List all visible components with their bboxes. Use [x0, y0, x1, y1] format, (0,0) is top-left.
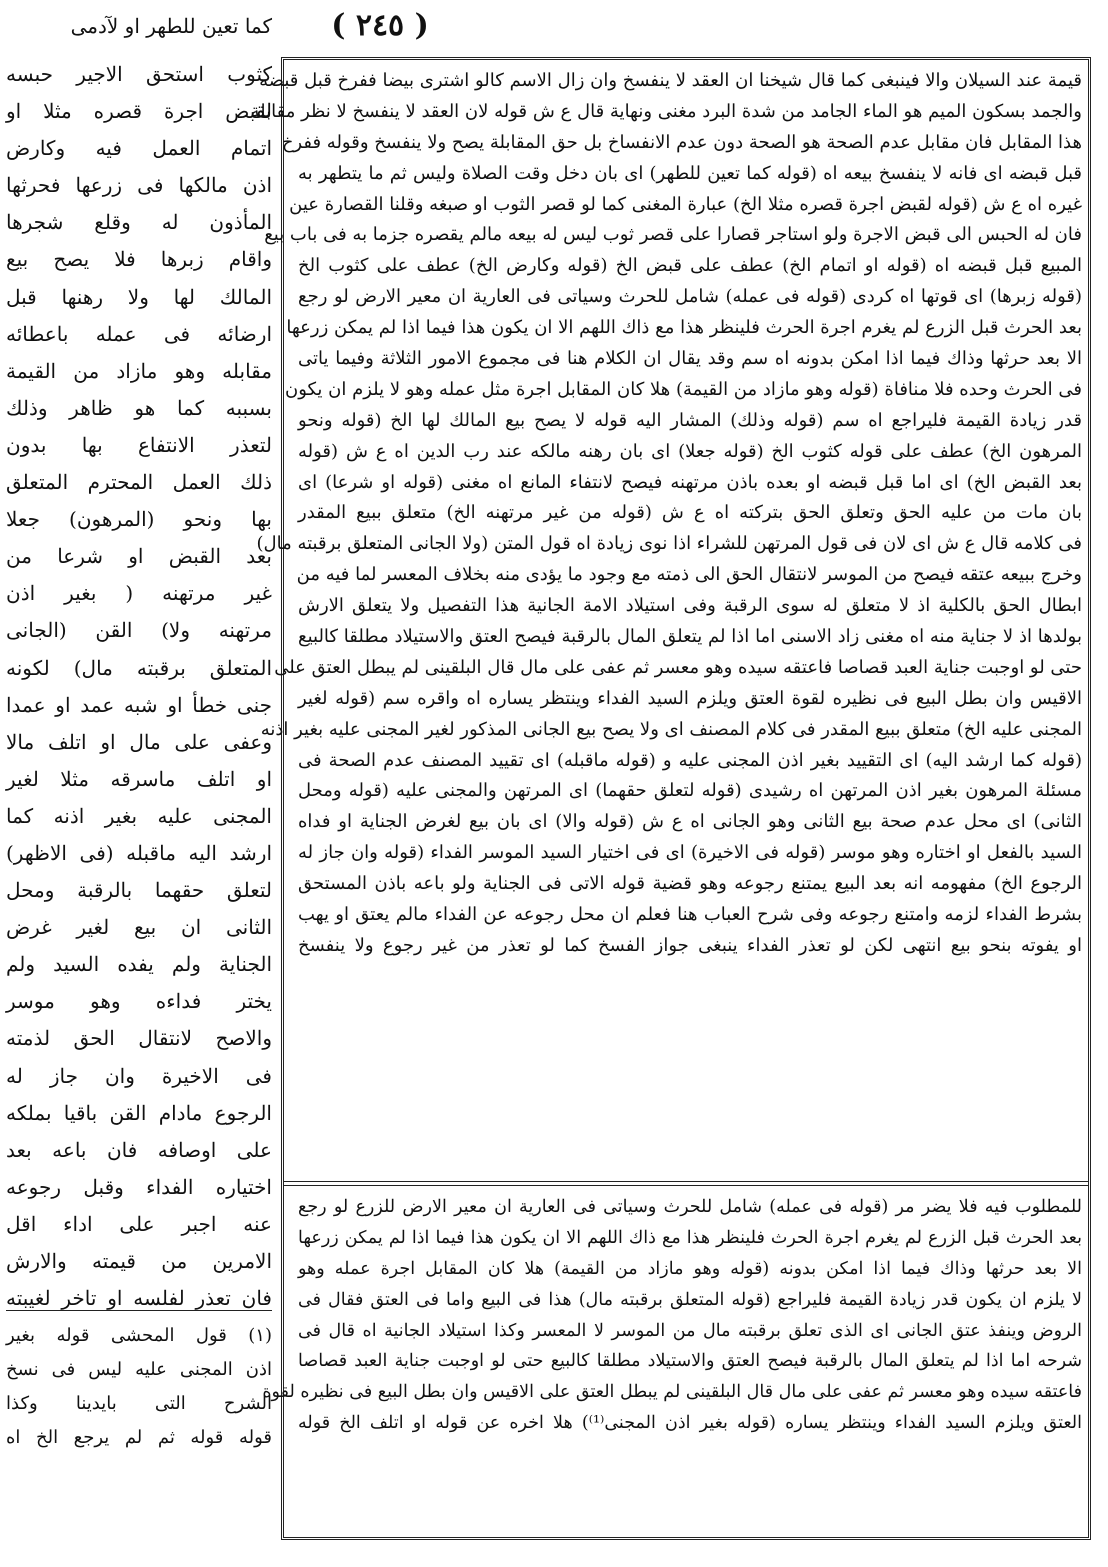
footnote-line: الا بعد حرثها وذاك فيما اذا امكن بدونه (قوله وهو مازاد من القيمة) هلا كان المقابل اجرة عمله وهو: [298, 1258, 1082, 1279]
matn-line: مقابله وهو مازاد من القيمة: [6, 358, 272, 383]
matn-line: لتعذر الانتفاع بها بدون: [6, 432, 272, 457]
footnote-line: شرحه اما اذا لم يتعلق المال بالرقبة فيصح العتق والاستيلاد مطلقا كالبيع حتى لو اوجبت جناية العبد قصاصا: [298, 1351, 1082, 1372]
footnote-divider: [283, 1181, 1089, 1186]
matn-line: اتمام العمل فيه وكارض: [6, 136, 272, 161]
matn-line: فان تعذر لفلسه او تاخر لغيبته: [6, 1286, 272, 1311]
matn-line: المالك لها ولا رهنها قبل: [6, 284, 272, 309]
commentary-line: فان له الحبس الى قبض الاجرة ولو استاجر قصارا على قصر ثوب ليس له بيعه مالم يقصره جزما به فى باب بيع: [264, 224, 1082, 246]
commentary-line: بعد الحرث قبل الزرع لم يغرم اجرة الحرث فلينظر هذا مع ذاك اللهم الا ان يكون هذا فيما اذا لم يمكن زرعها: [286, 317, 1082, 339]
commentary-line: قبل قبضه اى فانه لا ينفسخ بيعه اه (قوله كما تعين للطهر) اى بان دخل وقت الصلاة وليس ثم ما يتطهر به: [298, 162, 1082, 184]
commentary-line: او يفوته بنحو بيع انتهى لكن لو تعذر الفداء ينبغى جواز الفسخ كما لو تعذر من غير رجوع ولا ينفسخ: [298, 934, 1082, 956]
matn-line: فى الاخيرة وان جاز له: [6, 1063, 272, 1088]
commentary-line: حتى لو اوجبت جناية العبد قصاصا فاعتقه سيده وهو معسر ثم عفى على مال قال البلقينى لم يبطل العتق على: [274, 656, 1082, 678]
side-footnote: [6, 1310, 272, 1499]
matn-line: والاصح لانتقال الحق لذمته: [6, 1026, 272, 1051]
matn-line: لتعلق حقهما بالرقبة ومحل: [6, 878, 272, 903]
matn-line: المأذون له وقلع شجرها: [6, 210, 272, 235]
footnote-line: للمطلوب فيه فلا يضر مر (قوله فى عمله) شامل للحرث وسياتى فى العارية ان معير الارض للزرع لو رجع: [298, 1197, 1082, 1217]
commentary-line: بعد القبض الخ) اى اما قبل قبضه او بعده باذن مرتهنه فيصح لانتفاء المانع اه مغنى (قوله او شرعا) اى: [298, 471, 1082, 493]
commentary-line: بان مات من عليه الحق وتعلق الحق بتركته اه ع ش (قوله من غير مرتهنه الخ) متعلق ببيع المقدر: [298, 502, 1082, 524]
footnote-line: الروض وينفذ عتق الجانى اى الذى تعلق برقبته مال من الموسر لا المعسر وكذا استيلاد الجانية اه قال فى: [298, 1320, 1082, 1341]
matn-line: الامرين من قيمته والارش: [6, 1249, 272, 1273]
side-footnote-line: اذن المجنى عليه ليس فى نسخ: [6, 1359, 272, 1380]
matn-line: جنى خطأ او شبه عمد او عمدا: [6, 692, 272, 717]
commentary-line: قيمة عند السيلان والا فينبغى كما قال شيخنا ان العقد لا ينفسخ وان زال الاسم كالو اشترى بيضا ففرخ قبل قبضه: [259, 70, 1082, 91]
matn-line: على اوصافه فان باعه بعد: [6, 1137, 272, 1162]
matn-line: يختر فداءه وهو موسر: [6, 989, 272, 1014]
footnote-line: لا يلزم ان يكون قدر زيادة القيمة فليراجع (قوله المتعلق برقبته مال) هذا فى البيع واما فى العتق فقال فى: [298, 1289, 1082, 1310]
matn-line: اختياره الفداء وقبل رجوعه: [6, 1174, 272, 1199]
side-footnote-line: (١) قول المحشى قوله بغير: [6, 1325, 272, 1346]
footnote-line: العتق ويلزم السيد الفداء وينتظر يساره (قوله بغير اذن المجنى⁽¹⁾) هلا اخره عن قوله او اتلف الخ قوله: [298, 1413, 1082, 1434]
commentary-line: فى الحرث وحده فلا منافاة (قوله وهو مازاد من القيمة) هلا كان المقابل اجرة مثل عمله وهو لا يلزم ان يكون: [284, 378, 1082, 400]
side-footnote-line: قوله قوله ثم لم يرجع الخ اه: [6, 1427, 272, 1448]
matn-line: ذلك العمل المحترم المتعلق: [6, 470, 272, 495]
commentary-line: والجمد بسكون الميم هو الماء الجامد من شدة البرد مغنى ونهاية قال ع ش قوله لان العقد لا ينفسخ لا نظر مقابلة: [250, 100, 1082, 122]
matn-line: الرجوع مادام القن باقيا بملكه: [6, 1100, 272, 1125]
commentary-line: قدر زيادة القيمة فليراجع اه سم (قوله وذلك) المشار اليه قوله لا يصح بيع المالك لها الخ (قوله ونحو: [298, 409, 1082, 431]
matn-line: المجنى عليه بغير اذنه كما: [6, 803, 272, 828]
matn-line: الجناية ولم يفده السيد ولم: [6, 952, 272, 977]
commentary-line: هذا المقابل فان مقابل عدم الصحة هو الصحة دون عدم الانفساخ بل حق المقابلة يصح ولا ينفسخ وقوله ففرخ: [281, 131, 1082, 153]
commentary-line: الثانى) اى محل عدم صحة بيع الثانى وهو الجانى اه ع ش (قوله والا) اى بان بيع لغرض الجناية او فداه: [298, 811, 1082, 833]
matn-line: كثوب استحق الاجير حبسه: [6, 62, 272, 86]
footnote-line: بعد الحرث قبل الزرع لم يغرم اجرة الحرث فلينظر هذا مع ذاك اللهم الا ان يكون هذا فيما اذا لم يمكن زرعها: [298, 1227, 1082, 1248]
commentary-line: الرجوع الخ) مفهومه انه بعد البيع يمتنع رجوعه وهو قضية قوله الاتى فى الجناية ولو باعه باذن المستحق: [298, 873, 1082, 895]
commentary-line: المجنى عليه الخ) متعلق ببيع المقدر فى كلام المصنف اى ولا يصح بيع الجانى المذكور لغير المجنى عليه بغير اذنه: [260, 718, 1082, 740]
commentary-text: [250, 66, 1082, 1178]
matn-line: واقام زبرها فلا يصح بيع: [6, 247, 272, 272]
commentary-line: الاقيس وان بطل البيع فى نظيره لقوة العتق ويلزم السيد الفداء وينتظر يساره اه واقره سم (قوله لغير: [298, 687, 1082, 709]
commentary-line: مسئلة المرهون بغير اذن المرتهن اه رشيدى (قوله لتعلق حقهما) اى المرتهن والمجنى عليه (قوله ومحل: [298, 780, 1082, 802]
commentary-line: (قوله زبرها) اى قوتها اه كردى (قوله فى عمله) شامل للحرث وسياتى فى العارية ان معير الارض لو رجع: [298, 286, 1082, 308]
commentary-line: المرهون الخ) عطف على قوله كثوب الخ (قوله جعلا) اى بان رهنه مالكه عند رب الدين اه ع ش (قوله: [298, 440, 1082, 462]
matn-line: المتعلق برقبته مال) لكونه: [6, 655, 272, 680]
commentary-line: الا بعد حرثها وذاك فيما اذا امكن بدونه اه سم وقد يقال ان الكلام هنا فى مجموع الامور الثلاثة وفيما ياتى: [298, 348, 1082, 370]
matn-line: او اتلف ماسرقه مثلا لغير: [6, 766, 272, 791]
commentary-line: فى كلامه قال ع ش اى لان فى قول المرتهن للشراء اذا نوى زيادة اه قول المتن (ولا الجانى المتعلق برقبته مال): [256, 533, 1082, 555]
footnote-block: [262, 1192, 1082, 1532]
matn-line: اذن مالكها فى زرعها فحرثها: [6, 173, 272, 198]
matn-line: ارضائه فى عمله باعطائه: [6, 321, 272, 346]
commentary-line: ابطال الحق بالكلية اذ لا متعلق له سوى الرقبة وفى استيلاد الامة الجانية هذا التفصيل ولا يتعلق الارش: [298, 595, 1082, 617]
commentary-line: غيره اه ع ش (قوله لقبض اجرة قصره مثلا الخ) عبارة المغنى كما لو قصر الثوب او صبغه وقلنا القصارة عين: [289, 193, 1082, 215]
matn-line: بها ونحو (المرهون) جعلا: [6, 507, 272, 532]
footnote-line: فاعتقه سيده وهو معسر ثم عفى على مال قال البلقينى لم يبطل العتق على الاقيس وان بطل البيع فى نظيره لقوة: [262, 1382, 1082, 1403]
matn-line: الثانى ان بيع لغير غرض: [6, 915, 272, 940]
matn-line: غير مرتهنه ( بغير اذن: [6, 581, 272, 606]
side-footnote-line: الشرح التى بايدينا وكذا: [6, 1393, 272, 1414]
commentary-line: المبيع قبل قبضه اه (قوله او اتمام الخ) عطف على قبض الخ (قوله وكارض الخ) عطف على كثوب الخ: [298, 255, 1082, 277]
commentary-line: بولدها اذ لا جناية منه اه مغنى زاد الاسنى اما اذا لم يتعلق المال بالرقبة فيصح العتق والاستيلاد مطلقا كالبيع: [298, 626, 1082, 648]
matn-line: عنه اجبر على اداء اقل: [6, 1211, 272, 1236]
matn-line: وعفى على مال او اتلف مالا: [6, 729, 272, 754]
commentary-line: بشرط الفداء لزمه وامتنع رجوعه وفى شرح العباب هنا فعلم ان محل رجوعه عن الفداء مالم يعتق او يهب: [298, 904, 1082, 926]
matn-line: بسببه كما هو ظاهر وذلك: [6, 395, 272, 420]
matn-top-line: كما تعين للطهر او لآدمى: [70, 14, 272, 38]
matn-line: مرتهنه ولا) القن (الجانى: [6, 618, 272, 643]
commentary-line: السيد بالفعل او اختاره وهو موسر (قوله فى الاخيرة) اى فى اختيار السيد الموسر الفداء (قوله وان جاز له: [298, 842, 1082, 864]
matn-line: بعد القبض او شرعا من: [6, 544, 272, 569]
matn-line: ارشد اليه ماقبله (فى الاظهر): [6, 840, 272, 865]
matn-line: لقبض اجرة قصره مثلا او: [6, 99, 272, 124]
page-number: ( ٢٤٥ ): [331, 8, 429, 43]
commentary-line: وخرج ببيعه عتقه فيصح من الموسر لانتقال الحق الى ذمته مع وجود ما يؤدى منه بخلاف المعسر لما فيه من: [296, 564, 1082, 586]
commentary-line: (قوله كما ارشد اليه) اى التقييد بغير اذن المجنى عليه و (قوله ماقبله) اى تقييد المصنف عدم الصحة فى: [298, 749, 1082, 771]
matn-column: [6, 56, 272, 1311]
